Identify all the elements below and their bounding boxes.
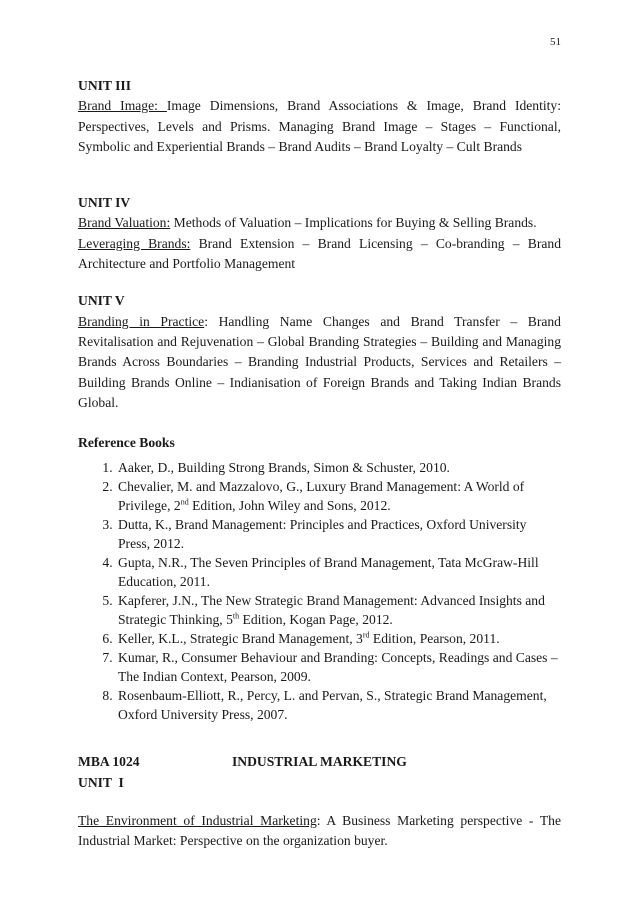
unit-3-lead: Brand Image: [78,98,167,114]
unit-4-text-2: Brand Extension – Brand Licensing – Co-branding – Brand Architecture and Portfolio Management [78,235,561,272]
course-header [78,752,561,772]
unit-4-body-2 [78,234,561,275]
reference-books-heading: Reference Books [78,435,175,451]
page-number: 51 [550,36,561,48]
course-title: INDUSTRIAL MARKETING [232,754,407,770]
course-unit-1-text: : A Business Marketing perspective - The Industrial Market: Perspective on the organization buyer. [78,813,561,849]
reference-list [78,458,561,724]
reference-item: 1. Aaker, D., Building Strong Brands, Simon & Schuster, 2010. [116,458,561,477]
unit-4-lead-1: Brand Valuation: [78,215,171,231]
unit-5-heading: UNIT V [78,293,125,309]
unit-5-text: : Handling Name Changes and Brand Transfer – Brand Revitalisation and Rejuvenation – Global Branding Strategies – Building and Managing Brands Across Boundaries – Branding Industrial Products, Services and Retailers – Building Brands Online – Indianisation of Foreign Brands and Taking Indian Brands Global. [78,313,561,410]
reference-item: 5. Kapferer, J.N., The New Strategic Brand Management: Advanced Insights and Strategic Thinking, 5th Edition, Kogan Page, 2012. [116,591,561,629]
course-unit-1-lead: The Environment of Industrial Marketing [78,813,317,829]
unit-5-lead: Branding in Practice [78,313,205,329]
unit-4-text-1: Methods of Valuation – Implications for Buying & Selling Brands. [170,215,537,231]
unit-4-lead-2: Leveraging Brands: [78,235,191,251]
unit-3-text: Image Dimensions, Brand Associations & Image, Brand Identity: Perspectives, Levels and Prisms. Managing Brand Image – Stages – Functional, Symbolic and Experiential Brands – Brand Audits – Brand Loyalty – Cult Brands [78,98,562,154]
reference-item: 7. Kumar, R., Consumer Behaviour and Branding: Concepts, Readings and Cases – The Indian Context, Pearson, 2009. [116,648,561,686]
unit-4-body-1 [78,213,561,233]
reference-item: 3. Dutta, K., Brand Management: Principles and Practices, Oxford University Press, 2012. [116,515,561,553]
reference-item: 4. Gupta, N.R., The Seven Principles of Brand Management, Tata McGraw-Hill Education, 2011. [116,553,561,591]
reference-item: 2. Chevalier, M. and Mazzalovo, G., Luxury Brand Management: A World of Privilege, 2nd Edition, John Wiley and Sons, 2012. [116,477,561,515]
unit-4-heading: UNIT IV [78,195,131,211]
unit-3-heading: UNIT III [78,78,132,93]
course-unit-1-heading: UNIT I [78,774,124,790]
reference-item: 6. Keller, K.L., Strategic Brand Management, 3rd Edition, Pearson, 2011. [116,629,561,648]
page-content [78,76,561,852]
course-unit-1-body [78,811,561,852]
unit-3-body [78,96,561,157]
reference-item: 8. Rosenbaum-Elliott, R., Percy, L. and Pervan, S., Strategic Brand Management, Oxford University Press, 2007. [116,686,561,724]
unit-5-body [78,312,561,413]
course-code: MBA 1024 [78,754,140,770]
